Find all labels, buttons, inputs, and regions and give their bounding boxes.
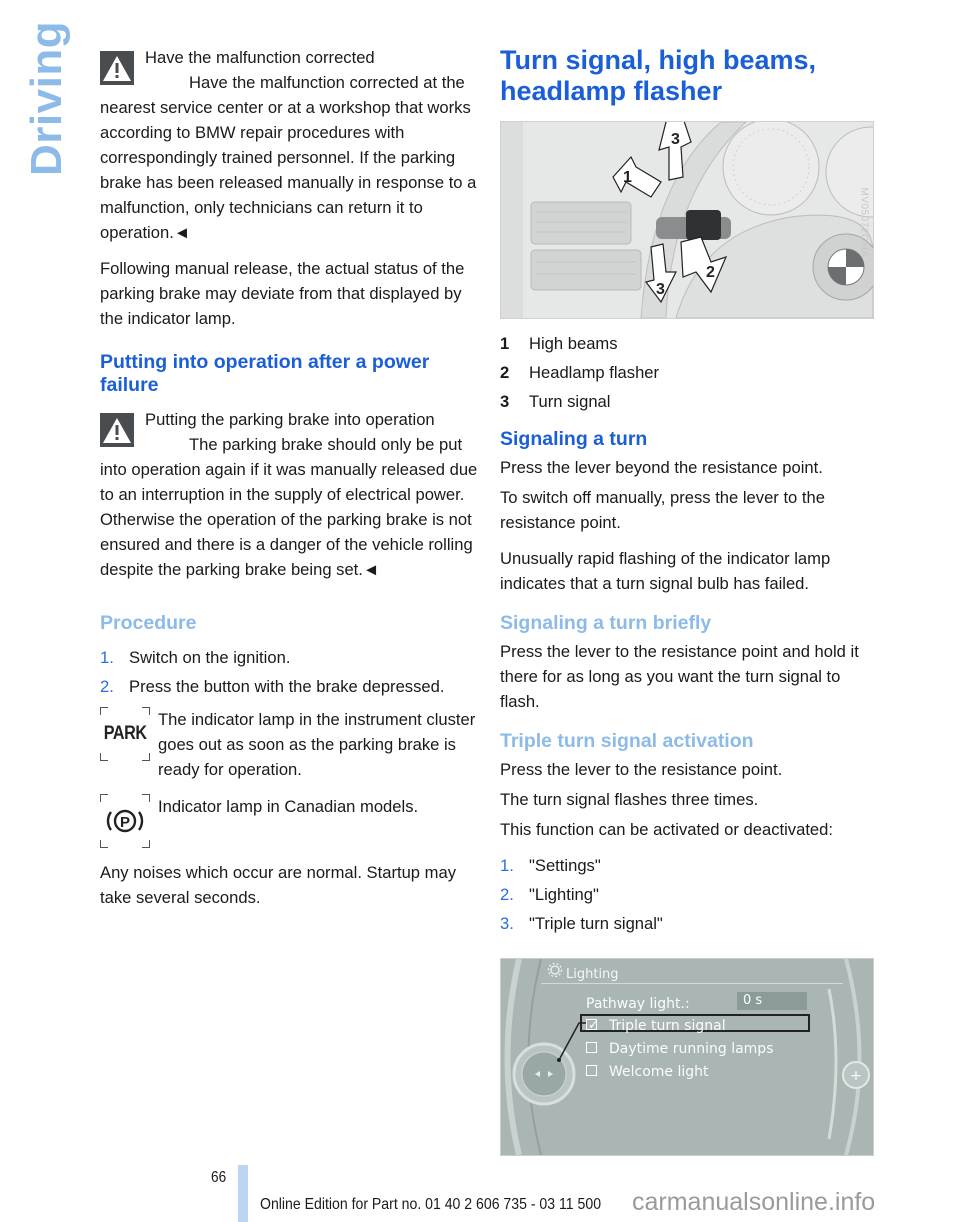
pathway-light-label: Pathway light.:: [586, 996, 690, 1012]
list-item: 1. Switch on the ignition.: [100, 648, 291, 667]
left-column: [100, 45, 478, 921]
heading-triple-turn: Triple turn signal activation: [500, 730, 754, 752]
paragraph: Unusually rapid flashing of the indicator lamp indicates that a turn signal bulb has failed.: [500, 549, 831, 593]
svg-text:3: 3: [671, 131, 680, 148]
paragraph-manual-release: Following manual release, the actual status of the parking brake may deviate from that displayed by the indicator lamp.: [100, 259, 465, 328]
heading-signaling-briefly: Signaling a turn briefly: [500, 612, 712, 634]
paragraph-noises: Any noises which occur are normal. Startup may take several seconds.: [100, 863, 456, 907]
paragraph: To switch off manually, press the lever to the resistance point.: [500, 488, 825, 532]
svg-text:+: +: [850, 1068, 862, 1084]
page-title: Turn signal, high beams, headlamp flasher: [500, 45, 817, 106]
page-number: 66: [211, 1169, 227, 1186]
right-column: [500, 45, 878, 1156]
list-item: 3. "Triple turn signal": [500, 914, 663, 933]
figure-code: MV05072CMA: [858, 187, 870, 258]
heading-procedure: Procedure: [100, 612, 197, 634]
svg-text:P: P: [119, 814, 131, 831]
steering-wheel-illustration: [501, 122, 873, 318]
warning-title: Putting the parking brake into operation: [145, 410, 435, 429]
chapter-side-tab: [20, 20, 71, 176]
warning-malfunction: [100, 45, 478, 245]
paragraph: Press the lever to the resistance point.: [500, 760, 783, 779]
triple-steps: [500, 853, 878, 936]
warning-triangle-icon: [100, 51, 134, 85]
svg-text:3: 3: [656, 281, 665, 298]
paragraph: This function can be activated or deactivated:: [500, 820, 833, 839]
svg-text:1: 1: [623, 169, 632, 186]
screen-header: Lighting: [566, 967, 619, 982]
park-lamp-row: [100, 707, 478, 782]
pathway-light-value[interactable]: 0 s: [737, 992, 807, 1010]
option-welcome-light[interactable]: Welcome light: [586, 1060, 709, 1085]
checkbox-icon[interactable]: [586, 1042, 597, 1053]
paragraph: The turn signal flashes three times.: [500, 790, 759, 809]
list-item: 2. "Lighting": [500, 885, 599, 904]
svg-text:2: 2: [706, 264, 715, 281]
canada-lamp-row: [100, 794, 478, 848]
watermark: carmanualsonline.info: [632, 1188, 876, 1216]
warning-body: Have the malfunction corrected at the nearest service center or at a workshop that works according to BMW repair procedures with correspondingly trained personnel. If the parking brake has been released manually in response to a malfunction, only technicians can return it to operation.◄: [100, 73, 477, 242]
idrive-lighting-screen: [500, 958, 874, 1156]
figure-legend: [500, 331, 878, 414]
warning-body: The parking brake should only be put into operation again if it was manually released due to an interruption in the supply of electrical power. Otherwise the operation of the parking brake is not ensured and there is a danger of the vehicle rolling despite the parking brake being set.◄: [100, 435, 478, 579]
warning-power-failure: [100, 407, 478, 582]
chapter-label: Driving: [22, 20, 71, 176]
footer-bar: [238, 1165, 248, 1222]
paragraph: Press the lever beyond the resistance point.: [500, 458, 823, 477]
heading-power-failure: Putting into operation after a power failure: [100, 351, 430, 396]
legend-item: 3 Turn signal: [500, 392, 611, 411]
checkbox-icon[interactable]: [586, 1065, 597, 1076]
heading-signaling-turn: Signaling a turn: [500, 428, 648, 450]
warning-triangle-icon: [100, 413, 134, 447]
park-indicator-icon: PARK: [100, 707, 150, 761]
canada-lamp-text: Indicator lamp in Canadian models.: [158, 797, 419, 816]
canadian-parking-brake-icon: [100, 794, 150, 848]
option-triple-turn-signal[interactable]: ✓ Triple turn signal: [588, 1018, 726, 1034]
park-lamp-text: The indicator lamp in the instrument cluster goes out as soon as the parking brake is ready for operation.: [158, 710, 476, 779]
list-item: 1. "Settings": [500, 856, 601, 875]
legend-item: 2 Headlamp flasher: [500, 363, 660, 382]
paragraph: Press the lever to the resistance point and hold it there for as long as you want the turn signal to flash.: [500, 642, 859, 711]
list-item: 2. Press the button with the brake depressed.: [100, 677, 445, 696]
legend-item: 1 High beams: [500, 334, 618, 353]
procedure-steps: [100, 645, 478, 699]
warning-title: Have the malfunction corrected: [145, 48, 375, 67]
option-daytime-running-lamps[interactable]: Daytime running lamps: [586, 1037, 774, 1062]
steering-lever-figure: [500, 121, 874, 319]
edition-note: Online Edition for Part no. 01 40 2 606 735 - 03 11 500: [260, 1196, 602, 1213]
checkbox-checked-icon[interactable]: ✓: [588, 1018, 599, 1033]
